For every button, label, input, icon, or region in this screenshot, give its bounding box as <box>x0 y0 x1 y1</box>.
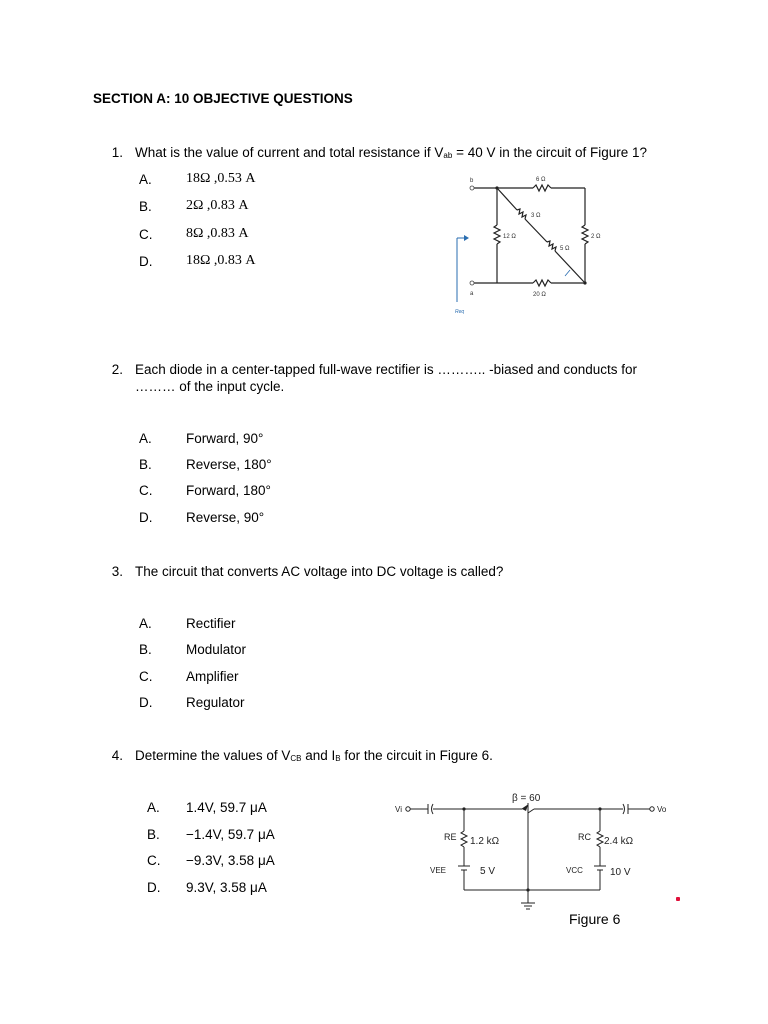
q2-option-d: Reverse, 90° <box>186 510 265 525</box>
q4-option-b: −1.4V, 59.7 μA <box>186 827 275 842</box>
q4-option-b-letter: B. <box>147 827 160 842</box>
vo-label: Vo <box>657 805 667 814</box>
q1-option-a: 18Ω ,0.53 A <box>186 171 256 186</box>
q4-text: Determine the values of $V_{CB}$ and $I_B$ for the circuit in Figure 6. <box>135 748 493 763</box>
figure-6-caption: Figure 6 <box>569 911 621 927</box>
q2-option-c-letter: C. <box>139 483 153 498</box>
vcc-value: 10 V <box>610 867 631 878</box>
rc-value: 2.4 kΩ <box>604 836 634 847</box>
vee-label: VEE <box>430 866 447 875</box>
q4-option-c-letter: C. <box>147 853 161 868</box>
q2-line-2: ……… of the input cycle. <box>135 379 285 394</box>
q4-option-a: 1.4V, 59.7 μA <box>186 800 267 815</box>
q3-option-b-letter: B. <box>139 642 152 657</box>
q4-option-c: −9.3V, 3.58 μA <box>186 853 275 868</box>
q4-option-d: 9.3V, 3.58 μA <box>186 880 267 895</box>
q3-option-c: Amplifier <box>186 669 239 684</box>
q2-option-a: Forward, 90° <box>186 431 264 446</box>
q2-line-1: Each diode in a center-tapped full-wave rectifier is ……….. -biased and conducts for <box>135 362 637 377</box>
vcc-label: VCC <box>566 866 583 875</box>
q3-option-a-letter: A. <box>139 616 152 631</box>
q1-option-d-letter: D. <box>139 254 153 269</box>
q2-option-d-letter: D. <box>139 510 153 525</box>
q2-option-a-letter: A. <box>139 431 152 446</box>
q1-option-c-letter: C. <box>139 227 153 242</box>
figure-6-circuit <box>388 785 688 930</box>
q2-option-b: Reverse, 180° <box>186 457 272 472</box>
red-mark <box>676 897 680 901</box>
q4-option-a-letter: A. <box>147 800 160 815</box>
q1-text: What is the value of current and total resistance if $V_{ab} = 40$ V in the circuit of Figure 1? <box>135 145 648 160</box>
section-heading: SECTION A: 10 OBJECTIVE QUESTIONS <box>93 91 353 106</box>
q3-option-b: Modulator <box>186 642 247 657</box>
node-a-label: a <box>470 291 474 297</box>
q3-text: The circuit that converts AC voltage into DC voltage is called? <box>135 564 504 579</box>
q3-option-d-letter: D. <box>139 695 153 710</box>
q1-option-c: 8Ω ,0.83 A <box>186 226 249 241</box>
q4-option-d-letter: D. <box>147 880 161 895</box>
r3-label: 3 Ω <box>531 213 541 219</box>
node-b-label: b <box>470 178 474 184</box>
vi-label: Vi <box>395 805 402 814</box>
vee-value: 5 V <box>480 866 496 877</box>
re-value: 1.2 kΩ <box>470 836 500 847</box>
q2-number: 2. <box>111 362 123 377</box>
q3-option-a: Rectifier <box>186 616 236 631</box>
q1-number: 1. <box>111 145 123 160</box>
q1-option-a-letter: A. <box>139 172 152 187</box>
q4-number: 4. <box>111 748 123 763</box>
q2-option-b-letter: B. <box>139 457 152 472</box>
r2-label: 2 Ω <box>591 234 601 240</box>
rc-label: RC <box>578 832 591 842</box>
req-label: Req <box>455 309 465 315</box>
r12-label: 12 Ω <box>503 234 516 240</box>
q3-option-d: Regulator <box>186 695 245 710</box>
r5-label: 5 Ω <box>560 246 570 252</box>
r20-label: 20 Ω <box>533 292 546 298</box>
q1-option-d: 18Ω ,0.83 A <box>186 253 256 268</box>
r6-label: 6 Ω <box>536 177 546 183</box>
q2-option-c: Forward, 180° <box>186 483 271 498</box>
re-label: RE <box>444 832 457 842</box>
q3-number: 3. <box>111 564 123 579</box>
q1-option-b-letter: B. <box>139 199 152 214</box>
q3-option-c-letter: C. <box>139 669 153 684</box>
q1-option-b: 2Ω ,0.83 A <box>186 198 249 213</box>
beta-label: β = 60 <box>512 793 541 804</box>
figure-1-circuit <box>445 170 620 320</box>
